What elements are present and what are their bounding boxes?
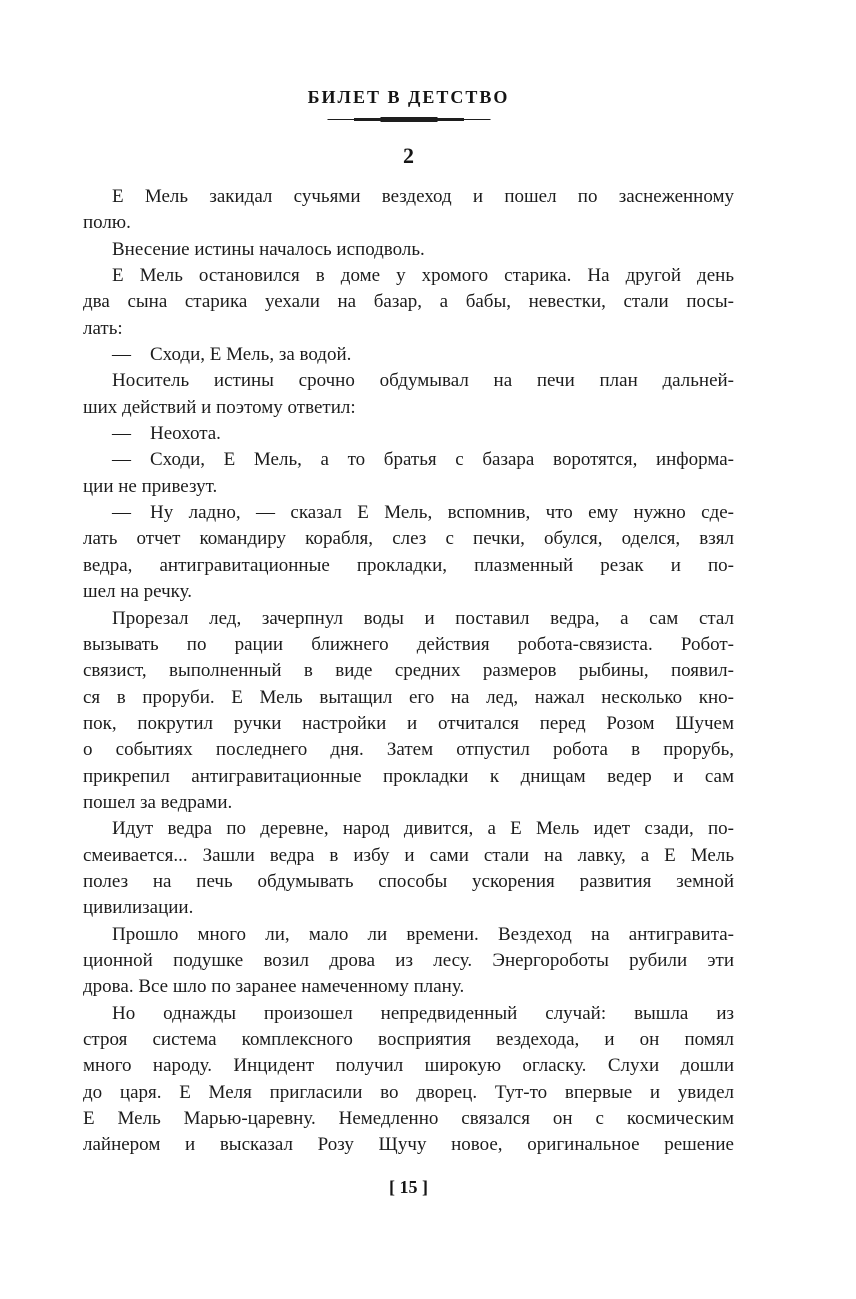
text-line: полез на печь обдумывать способы ускорения развития земной — [83, 870, 734, 892]
text-line: ведра, антигравитационные прокладки, плазменный резак и по- — [83, 554, 734, 576]
text-line: лать отчет командиру корабля, слез с печки, обулся, оделся, взял — [83, 528, 734, 550]
text-line: Прошло много ли, мало ли времени. Вездеход на антигравита- — [112, 923, 734, 945]
text-line: ции не привезут. — [83, 475, 218, 497]
text-line: лать: — [83, 317, 123, 339]
text-column — [83, 0, 734, 1166]
text-line: Е Мель Марью-царевну. Немедленно связался он с космическим — [83, 1108, 734, 1130]
text-line: смеивается... Зашли ведра в избу и сами стали на лавку, а Е Мель — [83, 844, 734, 866]
text-line: лайнером и высказал Розу Щучу новое, оригинальное решение — [83, 1134, 734, 1156]
text-line: о событиях последнего дня. Затем отпустил робота в прорубь, — [83, 739, 734, 761]
page-number: [ 15 ] — [389, 1177, 428, 1197]
text-line: два сына старика уехали на базар, а бабы, невестки, стали посы- — [83, 291, 734, 313]
divider-thick-rule — [380, 117, 437, 122]
text-line: ся в проруби. Е Мель вытащил его на лед, нажал несколько кно- — [83, 686, 734, 708]
body-text — [83, 184, 734, 1166]
text-line: Но однажды произошел непредвиденный случай: вышла из — [112, 1002, 734, 1024]
text-line: шел на речку. — [83, 581, 192, 603]
text-line: — Неохота. — [112, 423, 221, 445]
text-line: Прорезал лед, зачерпнул воды и поставил ведра, а сам стал — [112, 607, 734, 629]
text-line: Внесение истины началось исподволь. — [112, 238, 425, 260]
chapter-number: 2 — [403, 143, 414, 168]
text-line: до царя. Е Меля пригласили во дворец. Тут-то впервые и увидел — [83, 1081, 734, 1103]
text-line: — Ну ладно, — сказал Е Мель, вспомнив, что ему нужно сде- — [112, 502, 734, 524]
text-line: ционной подушке возил дрова из лесу. Энергороботы рубили эти — [83, 949, 734, 971]
text-line: — Сходи, Е Мель, за водой. — [112, 344, 352, 366]
text-line: цивилизации. — [83, 897, 194, 919]
text-line: дрова. Все шло по заранее намеченному плану. — [83, 976, 465, 998]
ornamental-divider — [327, 116, 490, 122]
text-line: строя система комплексного восприятия вездехода, и он помял — [83, 1029, 734, 1050]
text-line: прикрепил антигравитационные прокладки к днищам ведер и сам — [83, 765, 734, 787]
text-line: связист, выполненный в виде средних размеров рыбины, появил- — [83, 660, 734, 682]
text-line: ших действий и поэтому ответил: — [83, 396, 356, 418]
text-line: полю. — [83, 212, 131, 234]
text-line: пок, покрутил ручки настройки и отчитался перед Розом Шучем — [83, 712, 734, 734]
text-line: — Сходи, Е Мель, а то братья с базара воротятся, информа- — [112, 449, 734, 471]
text-line: Носитель истины срочно обдумывал на печи план дальней- — [112, 370, 734, 392]
text-line: Е Мель остановился в доме у хромого старика. На другой день — [112, 265, 734, 287]
text-line: вызывать по рации ближнего действия робота-связиста. Робот- — [83, 633, 734, 655]
running-head-title: БИЛЕТ В ДЕТСТВО — [307, 87, 510, 107]
text-line: Идут ведра по деревне, народ дивится, а Е Мель идет сзади, по- — [112, 818, 734, 840]
text-line: пошел за ведрами. — [83, 791, 233, 813]
text-line: много народу. Инцидент получил широкую огласку. Слухи дошли — [83, 1055, 734, 1077]
text-line: Е Мель закидал сучьями вездеход и пошел по заснеженному — [112, 186, 734, 207]
